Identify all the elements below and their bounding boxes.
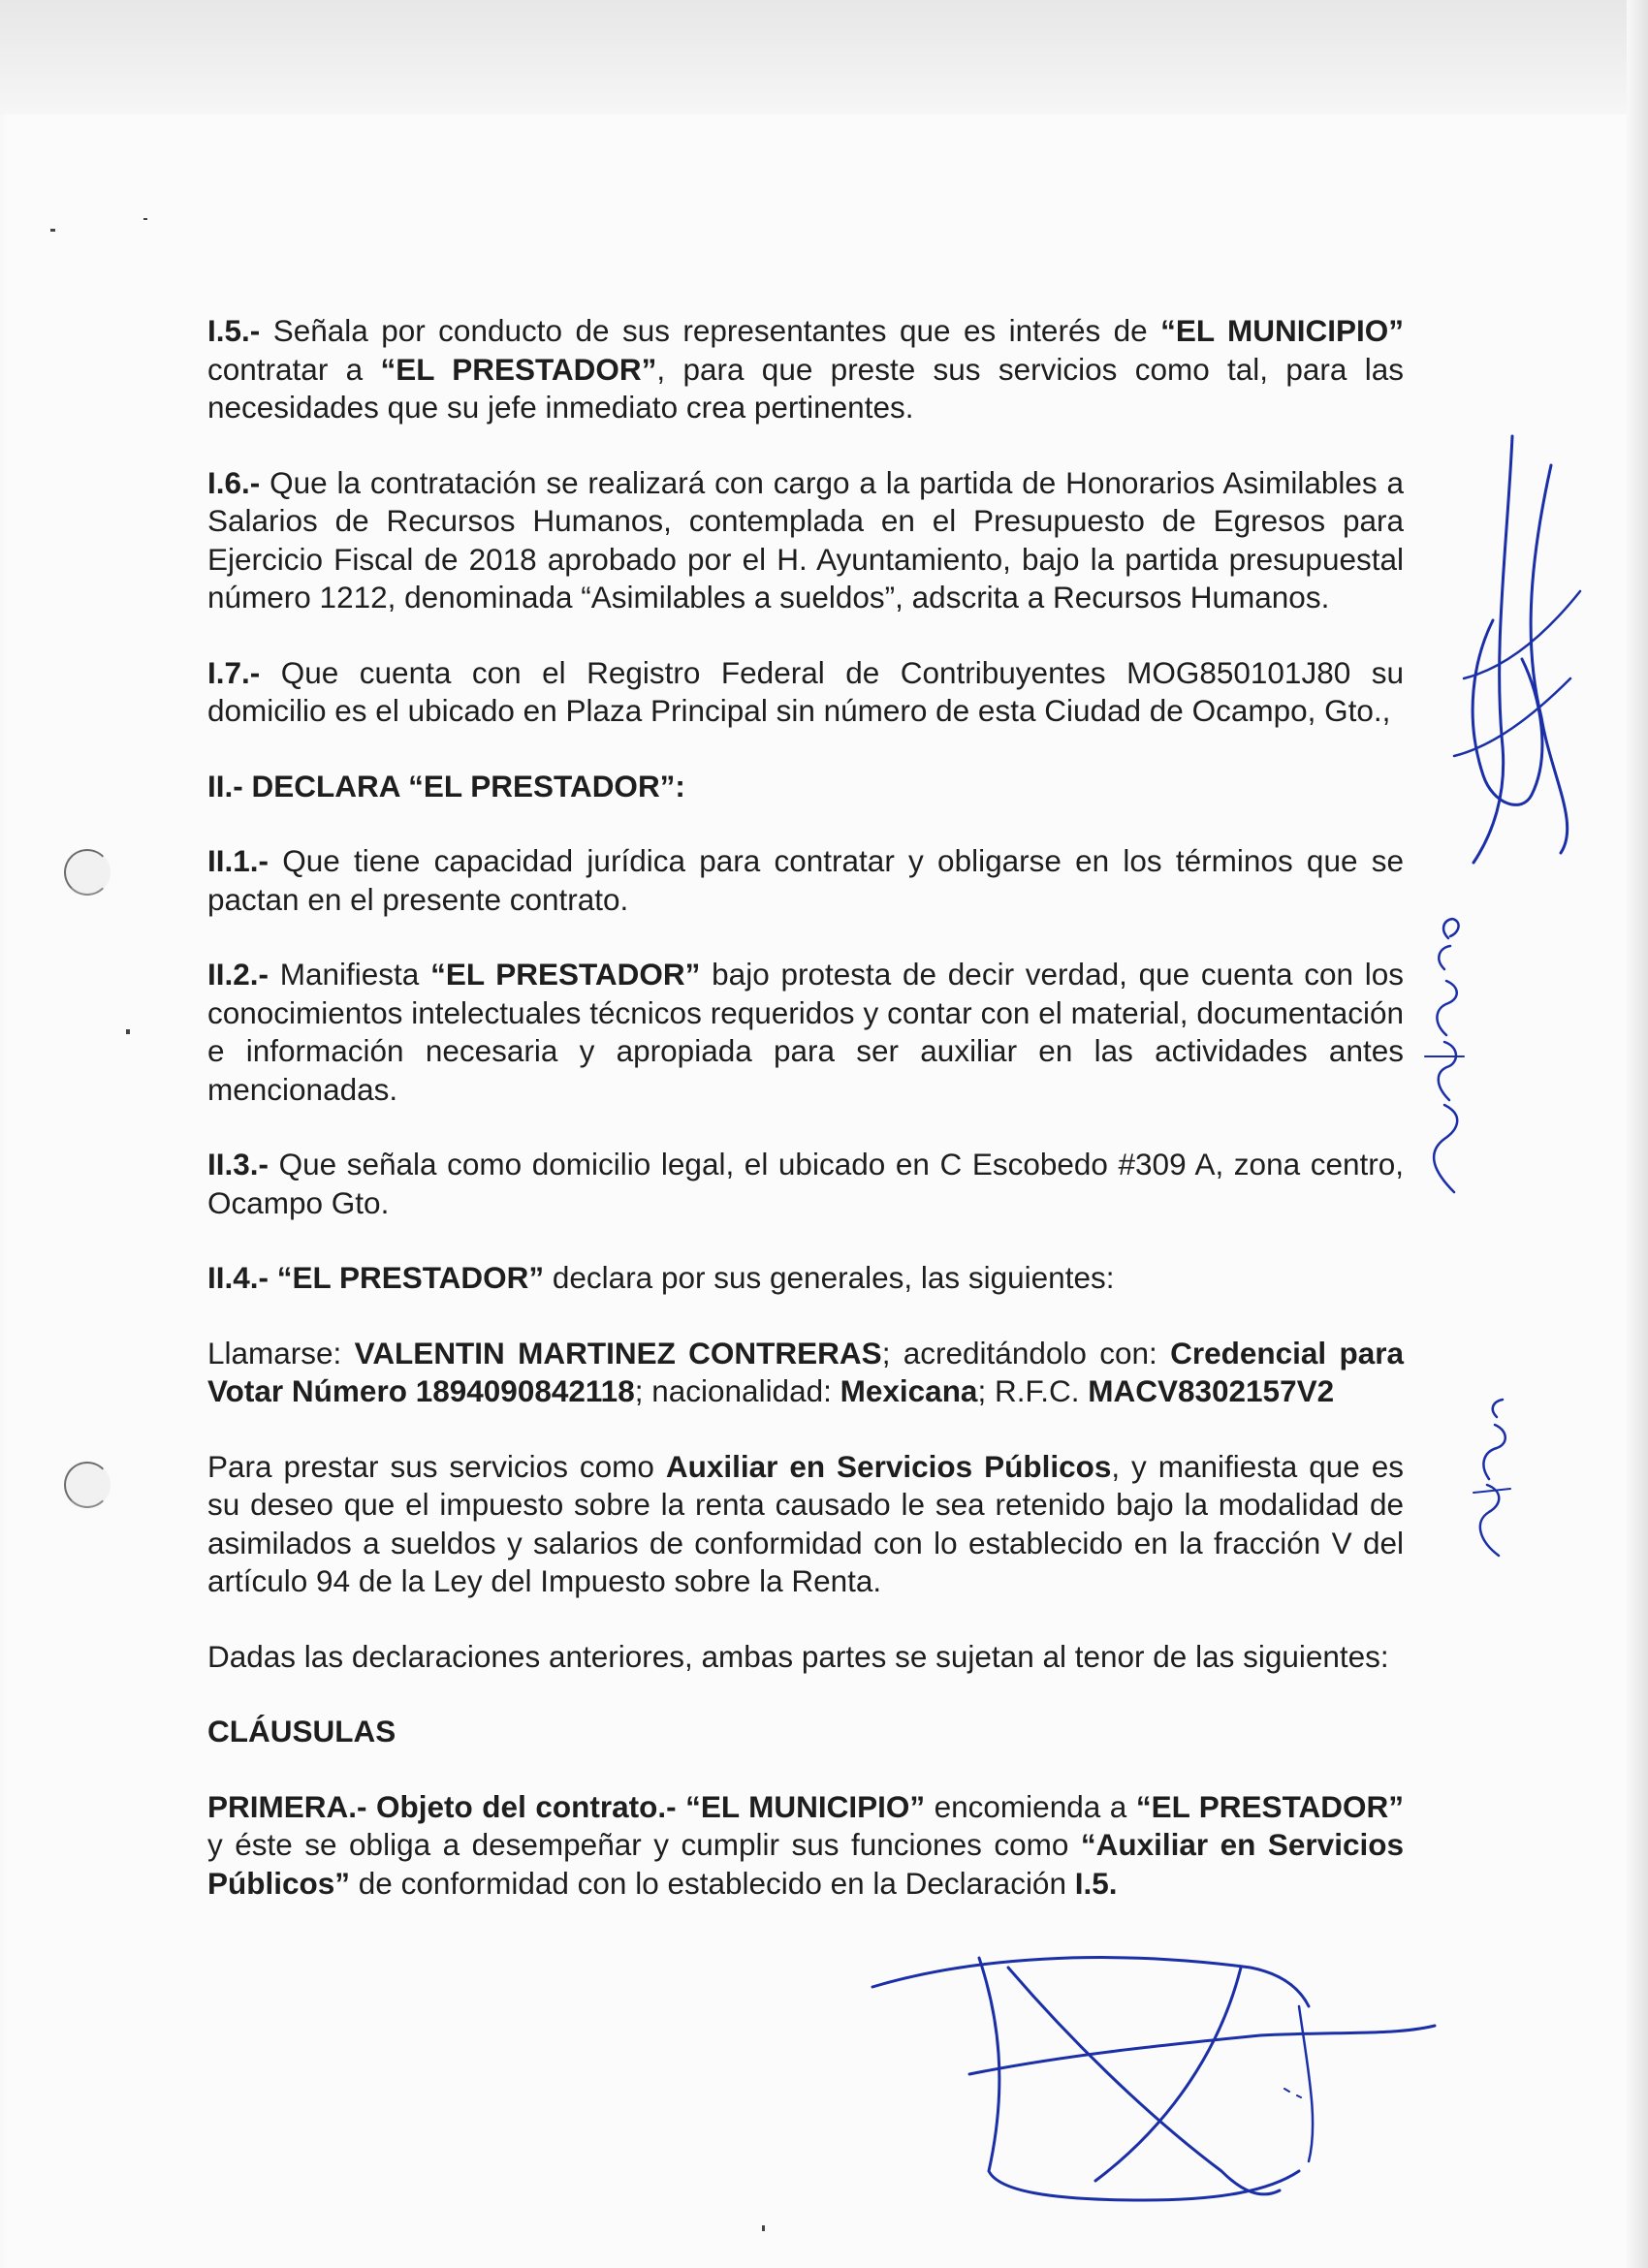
signature-flourish-bottom [853,1929,1454,2220]
services-paragraph [207,1448,1404,1601]
bold-text-run: Mexicana [840,1373,978,1408]
bold-text-run: I.6.- [207,464,261,500]
text-run: Que cuenta con el Registro Federal de Contribuyentes MOG850101J80 su domicilio es el ubicado en Plaza Principal sin número de esta Ciudad de Ocampo, Gto., [207,654,1404,728]
clause-II-1 [207,842,1404,919]
bold-text-run: “EL PRESTADOR” [1135,1788,1404,1824]
clausulas-heading [207,1713,1404,1751]
bold-text-run: PRIMERA.- Objeto del contrato.- “EL MUNICIPIO” [207,1788,926,1824]
bold-text-run: “EL MUNICIPIO” [1160,313,1404,348]
bold-text-run: MACV8302157V2 [1088,1373,1335,1408]
bold-text-run: II.2.- [207,957,269,992]
scan-right-edge [1627,0,1648,2268]
signature-initials [1460,1396,1528,1560]
clause-I-5 [207,312,1404,427]
bold-text-run: Auxiliar en Servicios Públicos [665,1448,1112,1484]
text-run: bajo protesta de decir verdad, que cuenta con los conocimientos intelectuales técnicos requeridos y contar con el material, documentación e información necesaria y apropiada para ser auxiliar en las actividades antes mencionadas. [207,957,1404,1107]
text-run: Que señala como domicilio legal, el ubicado en C Escobedo #309 A, zona centro, Ocampo Gto. [207,1147,1404,1220]
clause-primera [207,1788,1404,1904]
text-run: Señala por conducto de sus representantes que es interés de [260,313,1161,348]
bold-text-run: CLÁUSULAS [207,1714,396,1748]
bold-text-run: I.7.- [207,654,261,690]
declarations-closing [207,1638,1404,1677]
text-run: Dadas las declaraciones anteriores, ambas partes se sujetan al tenor de las siguientes: [207,1638,1389,1674]
bold-text-run: “Auxiliar en Servicios Públicos” [207,1827,1404,1901]
text-run: encomienda a [925,1788,1136,1824]
bold-text-run: II.3.- [207,1147,269,1181]
text-run: ; acreditándolo con: [881,1335,1171,1370]
scan-speck [143,218,147,220]
text-run: , y manifiesta que es su deseo que el impuesto sobre la renta causado le sea retenido bajo la modalidad de asimilados a sueldos y salarios de conformidad con lo establecido en la fracción V del artículo 94 de la Ley del Impuesto sobre la Renta. [207,1448,1405,1598]
clause-II-2 [207,956,1404,1109]
bold-text-run: II.1.- [207,843,269,878]
bold-text-run: “EL PRESTADOR” [430,957,701,992]
clause-II-3 [207,1146,1404,1222]
scan-top-shadow [0,0,1648,114]
text-run: contratar a [207,351,381,387]
scan-speck [126,1029,130,1034]
bold-text-run: II.4.- “EL PRESTADOR” [207,1260,545,1295]
text-run: Que tiene capacidad jurídica para contratar y obligarse en los términos que se pactan en el presente contrato. [207,843,1404,917]
text-run: Manifiesta [269,957,431,992]
bold-text-run: I.5. [1074,1865,1118,1901]
text-run: , para que preste sus servicios como tal, para las necesidades que su jefe inmediato crea pertinentes. [207,351,1404,425]
scan-speck [50,229,55,232]
contract-body [207,312,1404,1939]
bold-text-run: I.5.- [207,313,261,348]
clause-I-7 [207,654,1404,731]
punch-hole-lower [64,1462,111,1508]
bold-text-run: II.- DECLARA “EL PRESTADOR”: [207,768,685,803]
text-run: Llamarse: [207,1335,355,1370]
text-run: Para prestar sus servicios como [207,1448,666,1484]
section-II-heading [207,768,1404,806]
text-run: de conformidad con lo establecido en la Declaración [350,1865,1075,1901]
clause-II-4 [207,1259,1404,1298]
signature-name-vertical [1406,911,1483,1202]
text-run: ; nacionalidad: [634,1373,840,1408]
scan-speck [762,2225,765,2231]
bold-text-run: “EL PRESTADOR” [380,351,657,387]
text-run: declara por sus generales, las siguientes: [544,1260,1115,1295]
text-run: ; R.F.C. [977,1373,1089,1408]
personal-data-paragraph [207,1335,1404,1411]
clause-I-6 [207,464,1404,617]
signature-scribble-top [1435,426,1590,872]
punch-hole-upper [64,849,111,896]
text-run: y éste se obliga a desempeñar y cumplir sus funciones como [207,1827,1081,1862]
bold-text-run: VALENTIN MARTINEZ CONTRERAS [354,1335,882,1370]
text-run: Que la contratación se realizará con cargo a la partida de Honorarios Asimilables a Salarios de Recursos Humanos, contemplada en el Presupuesto de Egresos para Ejercicio Fiscal de 2018 aprobado por el H. Ayuntamiento, bajo la partida presupuestal número 1212, denominada “Asimilables a sueldos”, adscrita a Recursos Humanos. [207,464,1404,614]
bold-text-run: Credencial para Votar Número 1894090842118 [207,1335,1405,1408]
